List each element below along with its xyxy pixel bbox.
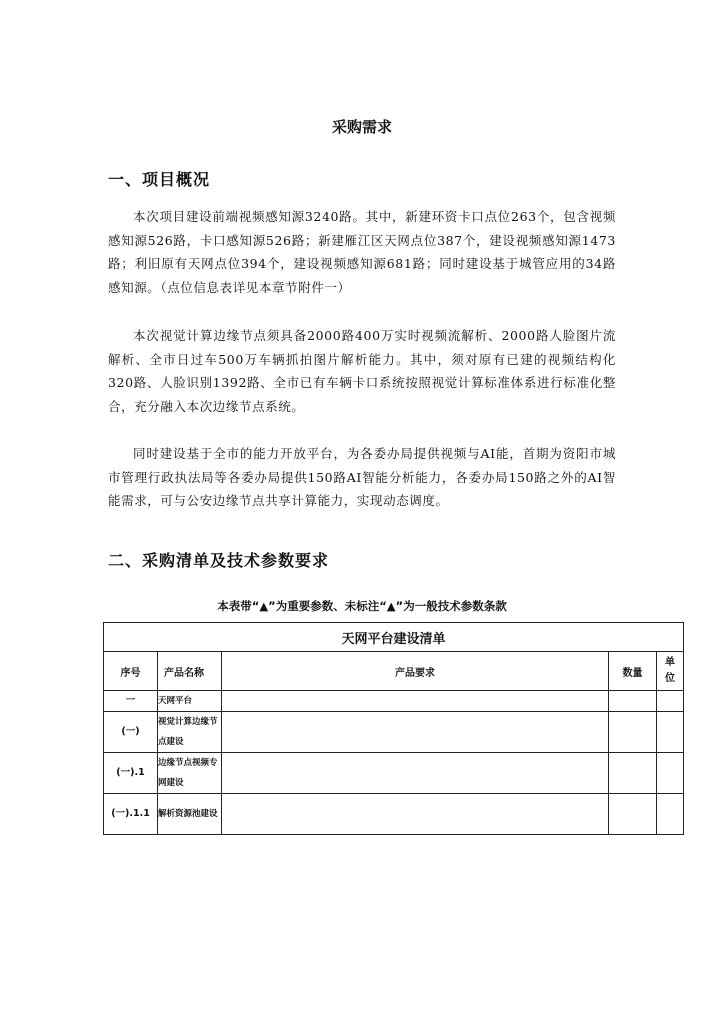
row-requirements [222, 753, 609, 794]
row-no: 一 [104, 691, 158, 712]
table-header-row [104, 652, 684, 691]
header-unit [657, 652, 684, 691]
header-unit-line1: 单 [665, 657, 675, 668]
section-heading-procurement: 二、采购清单及技术参数要求 [108, 551, 330, 570]
row-quantity [609, 794, 657, 835]
row-no: (一).1.1 [104, 794, 158, 835]
table-row [104, 712, 684, 753]
row-no: (一).1 [104, 753, 158, 794]
row-unit [657, 753, 684, 794]
header-quantity: 数量 [609, 652, 657, 691]
row-quantity [609, 753, 657, 794]
row-no: (一) [104, 712, 158, 753]
table-row [104, 691, 684, 712]
row-name: 解析资源池建设 [158, 794, 222, 835]
header-requirements: 产品要求 [222, 652, 609, 691]
header-unit-line2: 位 [665, 673, 675, 684]
row-unit [657, 691, 684, 712]
procurement-table [103, 622, 684, 835]
header-no: 序号 [104, 652, 158, 691]
row-name: 视觉计算边缘节点建设 [158, 712, 222, 753]
row-quantity [609, 691, 657, 712]
table-title: 天网平台建设清单 [104, 623, 684, 652]
header-name: 产品名称 [158, 652, 222, 691]
row-name: 边缘节点视频专网建设 [158, 753, 222, 794]
section-heading-overview: 一、项目概况 [108, 170, 211, 189]
row-requirements [222, 712, 609, 753]
document-title: 采购需求 [331, 118, 392, 136]
table-caption: 本表带“▲”为重要参数、未标注“▲”为一般技术参数条款 [217, 599, 507, 613]
paragraph-1: 本次项目建设前端视频感知源3240路。其中，新建环资卡口点位263个，包含视频感知源526路，卡口感知源526路；新建雁江区天网点位387个，建设视频感知源1473路；利旧原有天网点位394个，建设视频感知源681路；同时建设基于城管应用的34路感知源。（点位信息表详见本章节附件一） [108, 209, 616, 296]
row-requirements [222, 794, 609, 835]
table-row [104, 794, 684, 835]
row-unit [657, 712, 684, 753]
paragraph-3: 同时建设基于全市的能力开放平台，为各委办局提供视频与AI能，首期为资阳市城市管理行政执法局等各委办局提供150路AI智能分析能力，各委办局150路之外的AI智能需求，可与公安边缘节点共享计算能力，实现动态调度。 [108, 446, 616, 509]
table-row [104, 753, 684, 794]
paragraph-2: 本次视觉计算边缘节点须具备2000路400万实时视频流解析、2000路人脸图片流解析、全市日过车500万车辆抓拍图片解析能力。其中，须对原有已建的视频结构化320路、人脸识别1392路、全市已有车辆卡口系统按照视觉计算标准体系进行标准化整合，充分融入本次边缘节点系统。 [108, 328, 616, 415]
row-quantity [609, 712, 657, 753]
row-unit [657, 794, 684, 835]
row-name: 天网平台 [158, 691, 222, 712]
row-requirements [222, 691, 609, 712]
